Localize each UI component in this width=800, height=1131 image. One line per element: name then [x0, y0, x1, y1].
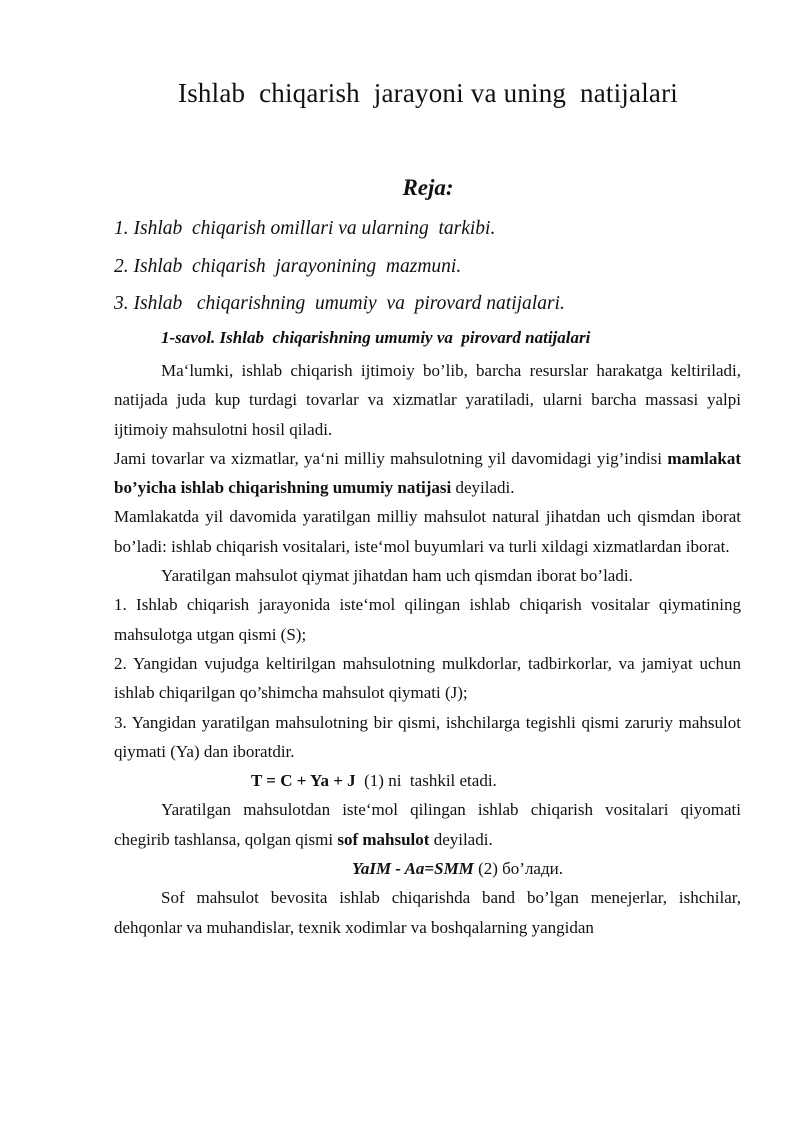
document-title: Ishlab chiqarish jarayoni va uning natijalari — [178, 78, 678, 108]
paragraph-4: Yaratilgan mahsulot qiymat jihatdan ham uch qismdan iborat bo’ladi. — [161, 566, 633, 586]
paragraph-9: Sof mahsulot bevosita ishlab chiqarishda band bo’lgan menejerlar, ishchilar, dehqonlar va muhandislar, texnik xodimlar va boshqalarning yangidan — [114, 888, 741, 937]
paragraph-8-bold: sof mahsulot — [337, 829, 430, 849]
paragraph-7: 3. Yangidan yaratilgan mahsulotning bir qismi, ishchilarga tegishli qismi zaruriy mahsulot qiymati (Ya) dan iboratdir. — [114, 712, 741, 761]
formula-2 — [114, 854, 741, 883]
paragraph-8-start: Yaratilgan mahsulotdan iste‘mol qilingan ishlab chiqarish vositalari qiyomati chegirib tashlansa, qolgan qismi — [114, 800, 741, 849]
paragraph-8-end: deyiladi. — [429, 829, 493, 849]
plan-item-1: 1. Ishlab chiqarish omillari va ularning tarkibi. — [114, 218, 496, 239]
formula-1-expression: T = C + Ya + J — [251, 771, 356, 791]
formula-1 — [114, 766, 741, 795]
paragraph-3: Mamlakatda yil davomida yaratilgan milliy mahsulot natural jihatdan uch qismdan iborat bo’ladi: ishlab chiqarish vositalari, iste‘mol buyumlari va turli xildagi xizmatlardan iborat. — [114, 507, 741, 556]
paragraph-2-start: Jami tovarlar va xizmatlar, ya‘ni milliy mahsulotning yil davomidagi yig’indisi — [114, 448, 668, 468]
plan-item-2: 2. Ishlab chiqarish jarayonining mazmuni. — [114, 256, 462, 277]
paragraph-5: 1. Ishlab chiqarish jarayonida iste‘mol qilingan ishlab chiqarish vositalar qiymatining mahsulotga utgan qismi (S); — [114, 595, 741, 644]
question-heading: 1-savol. Ishlab chiqarishning umumiy va pirovard natijalari — [161, 328, 591, 347]
paragraph-2-end: deyiladi. — [451, 478, 515, 498]
paragraph-8 — [114, 795, 741, 854]
formula-2-expression: YaIM - Aa=SMM — [352, 859, 474, 879]
formula-1-text: (1) ni tashkil etadi. — [355, 771, 497, 791]
formula-2-text: (2) бо’лади. — [473, 859, 563, 879]
paragraph-1: Ma‘lumki, ishlab chiqarish ijtimoiy bo’lib, barcha resurslar harakatga keltiriladi, natijada juda kup turdagi tovarlar va xizmatlar yaratiladi, ularni barcha massasi yalpi ijtimoiy mahsulotni hosil qiladi. — [114, 361, 741, 439]
plan-item-3: 3. Ishlab chiqarishning umumiy va pirovard natijalari. — [114, 293, 565, 314]
paragraph-2-bold: mamlakat bo’yicha ishlab chiqarishning umumiy natijasi — [114, 448, 741, 498]
paragraph-2 — [114, 444, 741, 503]
body-text — [114, 356, 741, 942]
plan-heading: Reja: — [402, 175, 454, 200]
paragraph-6: 2. Yangidan vujudga keltirilgan mahsulotning mulkdorlar, tadbirkorlar, va jamiyat uchun ishlab chiqarilgan qo’shimcha mahsulot qiymati (J); — [114, 653, 741, 703]
